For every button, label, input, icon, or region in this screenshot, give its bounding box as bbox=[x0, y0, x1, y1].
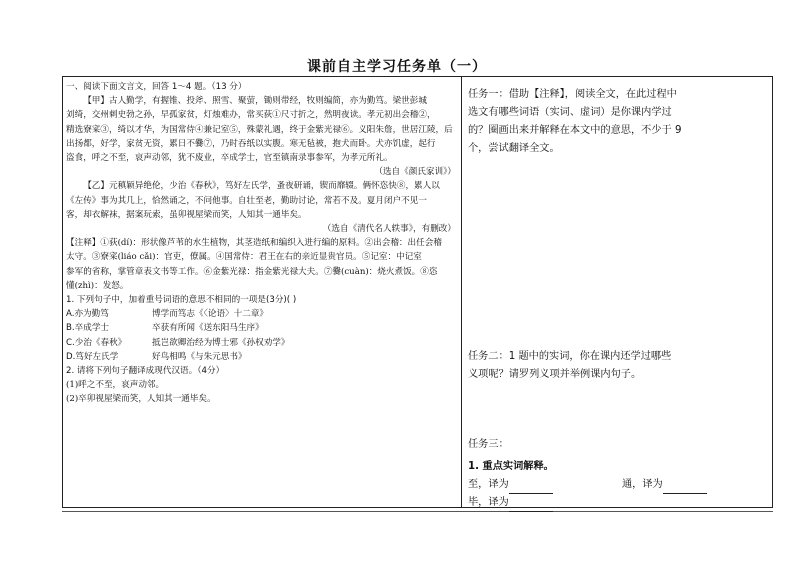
passage-jia-line: 出扬都，好学，家贫无资，累日不爨⑦，乃时吞纸以实腹。寒无毡被，抱犬而卧。犬亦饥虚，起行 bbox=[66, 138, 436, 149]
passage-yi-line: 【乙】元稹颖异绝伦，少治《春秋》，笃好左氏学，蚤夜研诵，锲而靡辍。俩怀恣快⑧，累人以 bbox=[83, 181, 440, 192]
answer-blank[interactable] bbox=[663, 481, 707, 494]
fill-item-label: 至，译为 bbox=[468, 479, 509, 490]
task-two bbox=[468, 348, 768, 384]
annotation-line: 太守。③寮寀(liáo cǎi)：官吏，僚属。④国常侍：君王在右的亲近显贵官员。⑤记室：中记室 bbox=[66, 252, 422, 263]
option-label: A.亦为勤笃 bbox=[66, 309, 109, 320]
reading-passage-column bbox=[66, 80, 456, 407]
task-two-line: 义项呢？请罗列义项并举例课内句子。 bbox=[468, 369, 642, 380]
question-2-item: (2)卒卯视屋梁而笑，人知其一通毕矣。 bbox=[66, 394, 216, 405]
task-three bbox=[468, 436, 768, 512]
section-heading: 一、阅读下面文言文，回答 1～4 题。（13 分） bbox=[66, 82, 247, 92]
passage-jia-line: 刘绮，交州刺史勃之孙，早孤家贫，灯烛难办，常买荻①尺寸折之，然明夜读。孝元初出会稽②， bbox=[66, 110, 436, 121]
passage-jia-line: 精选寮寀③，绮以才华，为国常侍④兼记室⑤，殊蒙礼遇，终于金紫光禄⑥。义阳朱詹，世居江陵，后 bbox=[66, 124, 453, 135]
question-2: 2. 请将下列句子翻译成现代汉语。（4分） bbox=[66, 366, 225, 377]
option-label: D.笃好左氏学 bbox=[66, 351, 119, 362]
page-title: 课前自主学习任务单（一） bbox=[307, 59, 487, 75]
task-one-line: 的？圈画出来并解释在本文中的意思，不少于 9 bbox=[468, 125, 682, 136]
fill-item-label: 毕，译为 bbox=[468, 497, 509, 508]
option-row bbox=[66, 307, 456, 321]
passage-jia-line: 盗食，呼之不至，哀声动邻，犹不废业，卒成学士，官至镇南录事参军，为孝元所礼。 bbox=[66, 153, 393, 164]
fill-row bbox=[468, 476, 768, 494]
option-reference: 卒获有所闻《送东阳马生序》 bbox=[152, 323, 264, 334]
annotation-line: 参军的省称，掌管章表文书等工作。⑥金紫光禄：指金紫光禄大夫。⑦爨(cuàn)：烧火煮饭。⑧恣 bbox=[66, 266, 438, 277]
passage-yi-source: （选自《清代名人轶事》，有删改） bbox=[322, 224, 456, 235]
option-row bbox=[66, 350, 456, 364]
task-one-line: 选文有哪些词语（实词、虚词）是你课内学过 bbox=[468, 107, 672, 118]
passage-yi-line: 客，却衣解袜，据案玩索，虽卯视屋梁而笑，人知其一通毕矣。 bbox=[66, 209, 307, 220]
option-reference: 博学而笃志《〈论语〉十二章》 bbox=[152, 309, 269, 320]
option-reference: 好鸟相鸣《与朱元思书》 bbox=[152, 351, 247, 362]
option-reference: 抵岂欲卿治经为博士邪《孙权劝学》 bbox=[152, 337, 290, 348]
annotation-line: 【注释】①荻(dí)：形状像芦苇的水生植物，其茎造纸和编织入进行编的原料。②出会稽：出任会稽 bbox=[66, 238, 442, 249]
passage-jia-source: （选自《颜氏家训》） bbox=[374, 167, 456, 178]
annotation-line: 懂(zhì)：发怒。 bbox=[66, 280, 129, 291]
fill-item bbox=[622, 476, 707, 494]
option-label: C.少治《春秋》 bbox=[66, 337, 127, 348]
task-one-line: 任务一：借助【注释】，阅读全文，在此过程中 bbox=[468, 89, 677, 100]
task-three-subheading: 1. 重点实词解释。 bbox=[468, 461, 554, 472]
fill-item-label: 通，译为 bbox=[622, 479, 663, 490]
column-divider bbox=[461, 76, 462, 508]
task-one-line: 个，尝试翻译全文。 bbox=[468, 143, 560, 154]
task-two-line: 任务二：1 题中的实词，你在课内还学过哪些 bbox=[468, 351, 672, 362]
option-row bbox=[66, 321, 456, 335]
fill-item bbox=[468, 494, 553, 512]
answer-blank[interactable] bbox=[509, 481, 553, 494]
task-three-label: 任务三： bbox=[468, 439, 509, 450]
passage-jia-line: 【甲】古人勤学，有握锥、投斧、照雪、聚萤，锄则带经，牧则编简，亦为勤笃。梁世彭城 bbox=[83, 96, 427, 107]
answer-blank[interactable] bbox=[509, 499, 553, 512]
fill-row bbox=[468, 494, 768, 512]
question-1: 1. 下列句子中，加着重号词语的意思不相同的一项是(3分)( ) bbox=[66, 295, 297, 306]
task-one bbox=[468, 86, 768, 158]
fill-item bbox=[468, 476, 622, 494]
passage-yi-line: 《左传》事为其几上，恰然诵之，不问他事。自壮至老，勤助讨论，常若不及。夏月闭户不见一 bbox=[66, 195, 427, 206]
option-label: B.卒成学士 bbox=[66, 323, 110, 334]
question-2-item: (1)呼之不至，哀声动邻。 bbox=[66, 380, 165, 391]
option-row bbox=[66, 336, 456, 350]
